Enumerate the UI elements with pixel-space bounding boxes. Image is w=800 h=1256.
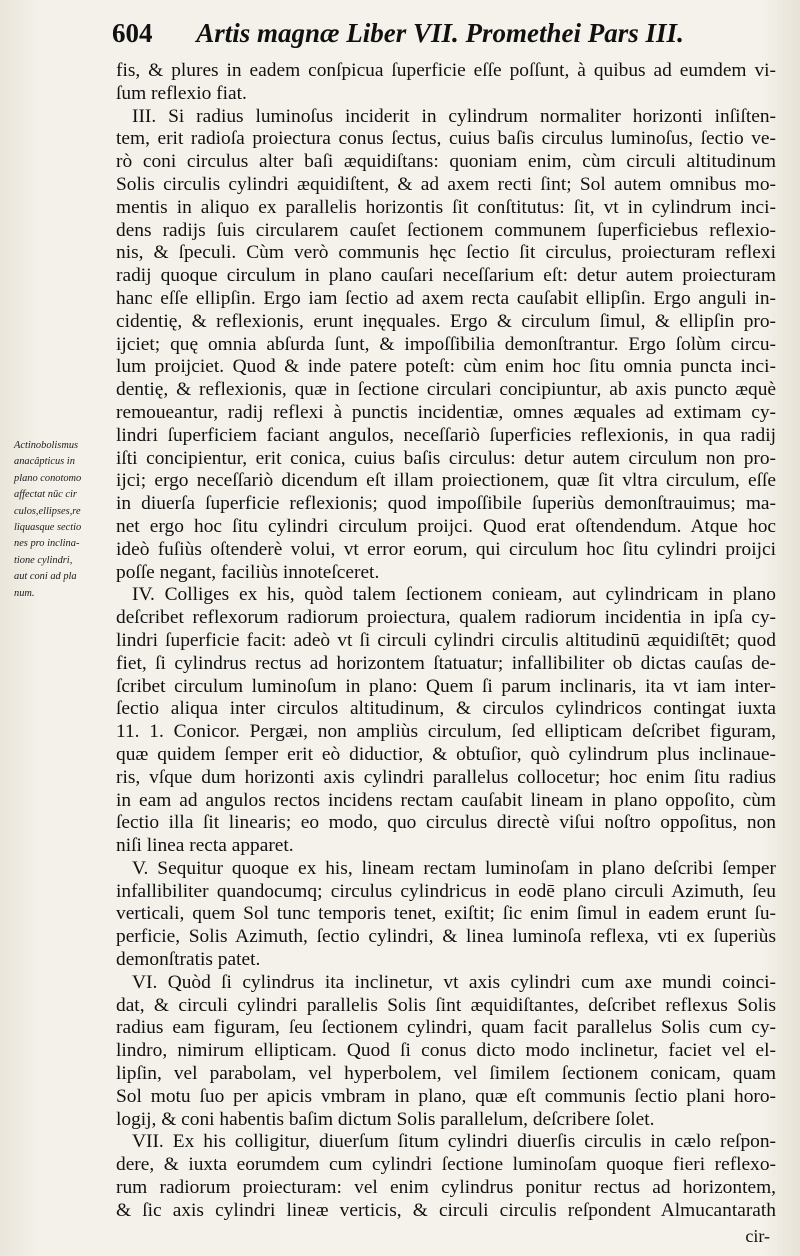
text-line: IV. Colliges ex his, quòd talem ſectionem conieam, aut cylindricam in plano — [132, 584, 776, 606]
margin-note-line: aut coni ad pla — [14, 571, 77, 583]
text-line: infallibiliter quandocumq; circulus cylindricus in eodē plano circuli Azimuth, ſeu — [116, 880, 776, 902]
text-line: in eam ad angulos rectos incidens rectam cauſabit lineam in plano oppoſito, cùm — [116, 789, 776, 811]
text-line: lindro, nimirum ellipticam. Quod ſi conus dicto modo inclinetur, faciet vel el- — [116, 1040, 776, 1062]
margin-note-line: num. — [14, 587, 35, 599]
text-line: remoueantur, radij reflexi à punctis incidentiæ, omnes æquales ad extimam cy- — [116, 401, 776, 423]
text-line: & ſic axis cylindri lineæ verticis, & circuli circulis reſpondent Almucantarath — [116, 1199, 776, 1221]
text-line: net ergo hoc ſitu cylindri circulum proijci. Quod erat oſtendendum. Atque hoc — [116, 515, 776, 537]
text-line: Solis circulis cylindri æquidiſtent, & ad axem recti ſint; Sol autem omnibus mo- — [116, 173, 776, 195]
text-line: III. Si radius luminoſus inciderit in cylindrum normaliter horizonti inſiſten- — [132, 105, 776, 127]
text-line: dere, & iuxta eorumdem cum cylindri ſectione luminoſam quoque fieri reflexo- — [116, 1154, 776, 1176]
text-line: perficie, Solis Azimuth, ſectio cylindri, & linea luminoſa reflexa, vti ex ſuperiùs — [116, 926, 776, 948]
text-line: hanc eſſe ellipſin. Ergo iam ſectio ad axem recta cauſabit ellipſin. Ergo anguli in- — [116, 287, 776, 309]
text-line: ideò fuſiùs oſtenderè volui, vt error eorum, qui circulum hoc ſitu cylindri proijci — [116, 538, 776, 560]
text-line: deſcribet reflexorum radiorum proiectura, qualem radiorum incidentia in ipſa cy- — [116, 607, 776, 629]
text-line: lipſin, vel parabolam, vel hyperbolem, vel ſimilem ſectionem conicam, quam — [116, 1063, 776, 1085]
text-line: in diuerſa ſuperficie reflexionis; quod impoſſibile ſuperiùs demonſtrauimus; ma- — [116, 493, 776, 515]
text-line: rò coni circulus alter baſi æquidiſtans: quoniam enim, cùm circuli altitudinum — [116, 151, 776, 173]
text-line: nis, & ſpeculi. Cùm verò communis hęc ſectio ſit circulus, proiecturam reflexi — [116, 242, 776, 264]
margin-note-line: culos,ellipses,re — [14, 505, 81, 517]
margin-note-line: tione cylindri, — [14, 554, 73, 566]
text-line: iſti concipientur, erit conica, cuius baſis circulus: detur autem circulum non pro- — [116, 447, 776, 469]
text-line: quæ quidem ſemper erit eò diductior, & obtuſior, quò cylindrum plus inclinaue- — [116, 743, 776, 765]
text-line: lum proijciet. Quod & inde patere poteſt: cùm enim hoc ſitu omnia puncta inci- — [116, 356, 776, 378]
text-line: ſum reflexio fiat. — [116, 82, 247, 104]
page-number: 604 — [112, 18, 153, 48]
margin-note-line: nes pro inclina- — [14, 538, 80, 550]
text-line: poſſe negant, faciliùs innoteſceret. — [116, 561, 380, 583]
text-line: ijci; ergo neceſſariò dicendum eſt illam proiectionem, quæ ſit vltra circulum, eſſe — [116, 470, 776, 492]
text-line: V. Sequitur quoque ex his, lineam rectam luminoſam in plano deſcribi ſemper — [132, 857, 776, 879]
text-line: Sol motu ſuo per apicis vmbram in plano, quæ eſt communis ſectio plani horo- — [116, 1085, 776, 1107]
text-line: lindri ſuperficiem faciant angulos, neceſſariò ſuperficies reflexionis, in qua radij — [116, 424, 776, 446]
text-line: dens radijs ſuis circularem cauſet ſectionem communem ſuperficiebus reflexio- — [116, 219, 776, 241]
text-line: niſi linea recta apparet. — [116, 835, 294, 857]
text-line: logij, & coni habentis baſim dictum Solis parallelum, deſcribere ſolet. — [116, 1108, 655, 1130]
text-line: cidentię, & reflexionis, erunt inęquales. Ergo & circulum ſimul, & ellipſin pro- — [116, 310, 776, 332]
margin-note-line: liquasque sectio — [14, 522, 82, 534]
text-line: dentię, & reflexionis, quæ in ſectione circulari concipiuntur, ab axis puncto æquè — [116, 379, 776, 401]
text-line: mentis in aliquo ex parallelis horizontis ſit conſtitutus: ſit, vt in cylindrum inci- — [116, 196, 776, 218]
text-line: ſectio aliqua inter circulos altitudinum, & circulos cylindricos contingat iuxta — [116, 698, 776, 720]
text-line: VII. Ex his colligitur, diuerſum ſitum cylindri diuerſis circulis in cælo reſpon- — [132, 1131, 776, 1153]
text-line: radij quoque circulum in plano cauſari neceſſarium eſt: detur autem proiecturam — [116, 265, 776, 287]
text-line: ijciet; quę omnia abſurda ſunt, & impoſſibilia demonſtrantur. Ergo ſolùm circu- — [116, 333, 776, 355]
text-line: rum radiorum proiecturam: vel enim cylindrus ponitur rectus ad horizontem, — [116, 1177, 776, 1199]
text-line: radius eam figuram, ſeu ſectionem cylindri, quam facit parallelus Solis cum cy- — [116, 1017, 776, 1039]
margin-note-line: Actinobolismus — [14, 440, 79, 451]
text-line: 11. 1. Conicor. Pergæi, non ampliùs circulum, ſed ellipticam deſcribet figuram, — [116, 721, 776, 743]
text-line: ſcribet circulum luminoſum in plano: Quem ſi parum inclinaris, ita vt iam inter- — [116, 675, 776, 697]
text-line: ſectio illa ſit linearis; eo modo, quo circulus directè viſui noſtro oppoſitus, non — [116, 812, 776, 834]
catchword: cir- — [745, 1226, 770, 1246]
margin-note-line: plano conotomo — [14, 472, 82, 484]
page-header — [112, 18, 772, 49]
text-line: demonſtratis patet. — [116, 949, 261, 971]
text-line: ris, vſque dum horizonti axis cylindri parallelus collocetur; hoc enim ſitu radius — [116, 766, 776, 788]
text-line: tem, erit radioſa proiectura conus ſectus, cuius baſis circulus luminoſus, ſectio ve- — [116, 128, 776, 150]
running-title: Artis magnæ Liber VII. Promethei Pars III. — [196, 18, 684, 48]
text-line: VI. Quòd ſi cylindrus ita inclinetur, vt axis cylindri cum axe mundi coinci- — [132, 971, 776, 993]
margin-note-line: anacâpticus in — [14, 456, 75, 468]
text-line: fiet, ſi cylindrus rectus ad horizontem ſtatuatur; infallibiliter ob dictas cauſas de- — [116, 652, 776, 674]
text-line: fis, & plures in eadem conſpicua ſuperficie eſſe poſſunt, à quibus ad eumdem vi- — [116, 60, 776, 81]
margin-note-line: affectat nūc cir — [14, 489, 77, 501]
text-line: lindri ſuperficie facit: adeò vt ſi circuli cylindri circulis altitudinū æquidiſtēt; quod — [116, 629, 776, 651]
margin-note — [14, 438, 114, 602]
body-text — [116, 60, 776, 1223]
text-line: verticali, quem Sol tunc temporis tenet, exiſtit; ſic enim ſimul in eadem erunt ſu- — [116, 903, 776, 925]
text-line: dat, & circuli cylindri parallelis Solis ſint æquidiſtantes, deſcribet reflexus Solis — [116, 994, 776, 1016]
